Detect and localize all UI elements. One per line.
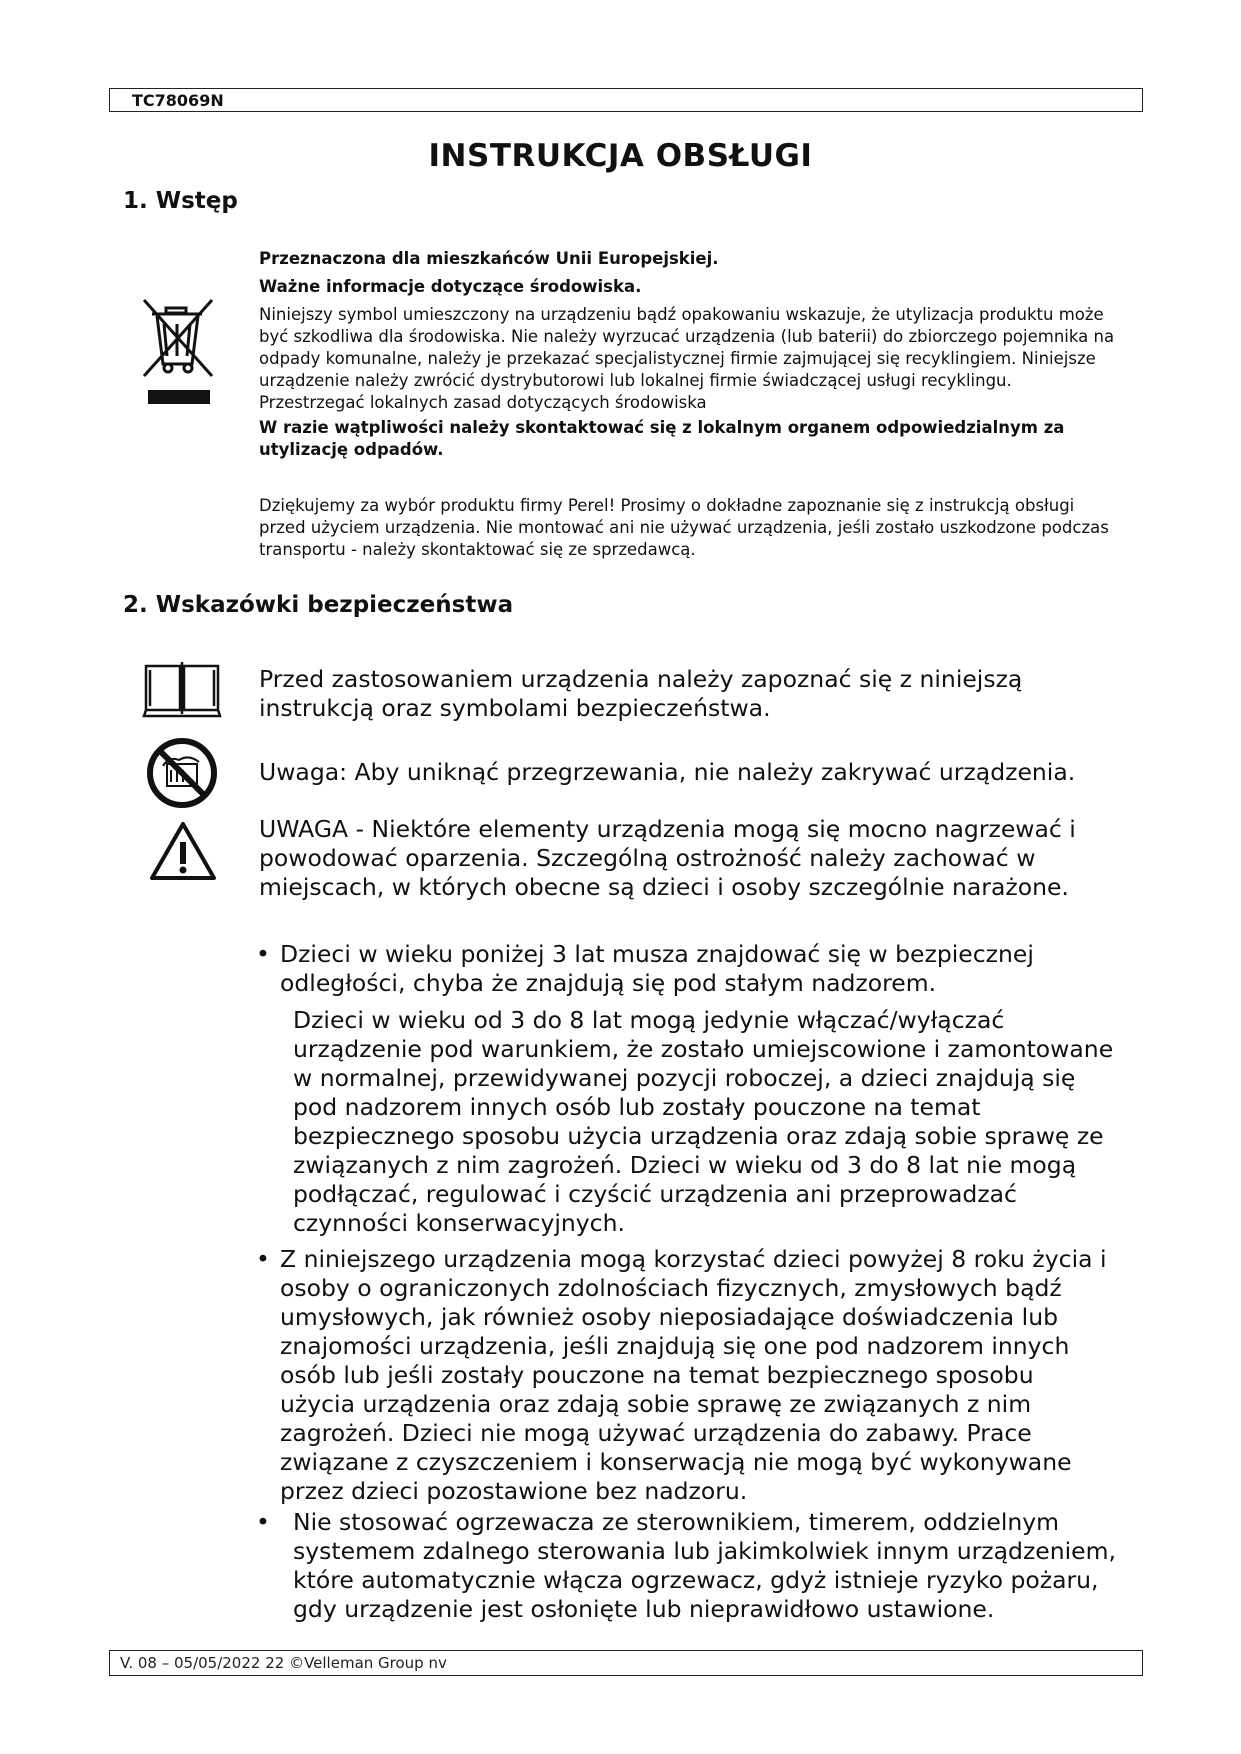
weee-paragraph: Niniejszy symbol umieszczony na urządzeniu bądź opakowaniu wskazuje, że utylizacja produktu może być szkodliwa dla środowiska. Nie należy wyrzucać urządzenia (lub baterii) do zbiorczego pojemnika na odpady komunalne, należy je przekazać specjalistycznej firmie zajmującej się recyklingiem. Niniejsze urządzenie należy zwrócić dystrybutorowi lub lokalnej firmie świadczącej usługi recyklingu. Przestrzegać lokalnych zasad dotyczących środowiska <box>259 305 1115 412</box>
warning-triangle-icon <box>148 820 218 882</box>
bullet-text-no-timer: Nie stosować ogrzewacza ze sterownikiem, timerem, oddzielnym systemem zdalnego sterowania lub jakimkolwiek innym urządzeniem, które automatycznie włącza ogrzewacz, gdyż istnieje ryzyko pożaru, gdy urządzenie jest osłonięte lub nieprawidłowo ustawione. <box>293 1508 1116 1623</box>
page-title: INSTRUKCJA OBSŁUGI <box>428 138 813 174</box>
bullet-marker: • <box>256 1245 270 1273</box>
document-header <box>109 88 1143 112</box>
bullet-text-children-under-3: Dzieci w wieku poniżej 3 lat musza znajdować się w bezpiecznej odległości, chyba że znajdują się pod stałym nadzorem. <box>280 940 1034 997</box>
section-heading-intro: 1. Wstęp <box>123 188 238 214</box>
bullet-marker: • <box>256 940 270 968</box>
document-footer <box>109 1650 1143 1676</box>
do-not-cover-icon <box>145 736 219 810</box>
model-number: TC78069N <box>132 91 224 110</box>
thanks-paragraph: Dziękujemy za wybór produktu firmy Perel! Prosimy o dokładne zapoznanie się z instrukcją obsługi przed użyciem urządzenia. Nie montować ani nie używać urządzenia, jeśli zostało uszkodzone podczas transportu - należy skontaktować się ze sprzedawcą. <box>259 496 1109 559</box>
footer-version-text: V. 08 – 05/05/2022 22 ©Velleman Group nv <box>120 1654 447 1672</box>
read-manual-text: Przed zastosowaniem urządzenia należy zapoznać się z niniejszą instrukcją oraz symbolami bezpieczeństwa. <box>259 665 1023 722</box>
no-cover-text: Uwaga: Aby uniknąć przegrzewania, nie należy zakrywać urządzenia. <box>259 758 1076 786</box>
section-heading-safety: 2. Wskazówki bezpieczeństwa <box>123 592 514 618</box>
doubt-contact-line: W razie wątpliwości należy skontaktować się z lokalnym organem odpowiedzialnym za utylizację odpadów. <box>259 418 1065 459</box>
environment-info-line: Ważne informacje dotyczące środowiska. <box>259 277 642 296</box>
bullet-text-children-over-8: Z niniejszego urządzenia mogą korzystać dzieci powyżej 8 roku życia i osoby o ograniczonych zdolnościach fizycznych, zmysłowych bądź umysłowych, jak również osoby nieposiadające doświadczenia lub znajomości urządzenia, jeśli znajdują się one pod nadzorem innych osób lub jeśli zostały pouczone na temat bezpiecznego sposobu użycia urządzenia oraz zdają sobie sprawę ze związanych z nim zagrożeń. Dzieci nie mogą używać urządzenia do zabawy. Prace związane z czyszczeniem i konserwacją nie mogą być wykonywane przez dzieci pozostawione bez nadzoru. <box>280 1245 1107 1505</box>
hot-surface-warning-text: UWAGA - Niektóre elementy urządzenia mogą się mocno nagrzewać i powodować oparzenia. Szczególną ostrożność należy zachować w miejscach, w których obecne są dzieci i osoby szczególnie narażone. <box>259 815 1076 901</box>
bullet-marker: • <box>256 1508 270 1536</box>
weee-bin-icon <box>140 294 220 414</box>
eu-residents-line: Przeznaczona dla mieszkańców Unii Europejskiej. <box>259 249 719 268</box>
bullet-text-children-3-to-8: Dzieci w wieku od 3 do 8 lat mogą jedynie włączać/wyłączać urządzenie pod warunkiem, że zostało umiejscowione i zamontowane w normalnej, przewidywanej pozycji roboczej, a dzieci znajdują się pod nadzorem innych osób lub zostały pouczone na temat bezpiecznego sposobu użycia urządzenia oraz zdają sobie sprawę ze związanych z nim zagrożeń. Dzieci w wieku od 3 do 8 lat nie mogą podłączać, regulować i czyścić urządzenia ani przeprowadzać czynności konserwacyjnych. <box>293 1006 1114 1237</box>
read-manual-icon <box>142 656 222 720</box>
